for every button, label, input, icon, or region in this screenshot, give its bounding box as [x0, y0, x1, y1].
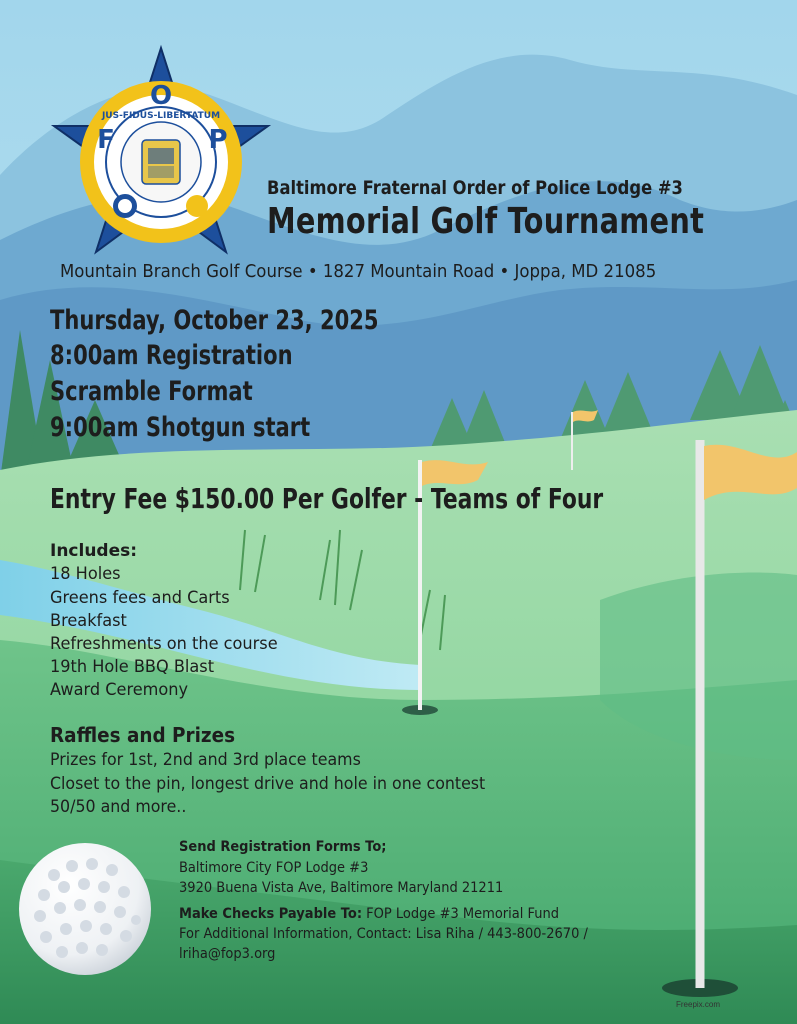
checks-payable-value: FOP Lodge #3 Memorial Fund: [366, 906, 560, 922]
fop-star-logo: [50, 44, 272, 256]
event-date: Thursday, October 23, 2025: [50, 305, 379, 336]
image-credit: Freepix.com: [676, 1000, 721, 1009]
logo-letter-o: O: [149, 81, 173, 111]
logo-letter-p: P: [208, 125, 228, 155]
prize-item: Prizes for 1st, 2nd and 3rd place teams: [50, 750, 361, 770]
venue-address: Mountain Branch Golf Course • 1827 Mountain Road • Joppa, MD 21085: [60, 261, 657, 282]
golf-ball-illustration: [14, 840, 156, 978]
organization-name: Baltimore Fraternal Order of Police Lodge #3: [267, 177, 683, 199]
includes-item: Breakfast: [50, 611, 127, 631]
logo-letter-f: F: [97, 125, 115, 155]
prize-item: 50/50 and more..: [50, 797, 187, 817]
includes-item: Award Ceremony: [50, 680, 189, 700]
logo-motto: JUS-FIDUS-LIBERTATUM: [101, 111, 221, 121]
mailing-address: 3920 Buena Vista Ave, Baltimore Maryland 21211: [179, 880, 504, 896]
includes-item: 19th Hole BBQ Blast: [50, 657, 215, 677]
raffles-heading: Raffles and Prizes: [50, 723, 236, 747]
event-format: Scramble Format: [50, 376, 253, 407]
registration-time: 8:00am Registration: [50, 340, 293, 371]
contact-email: lriha@fop3.org: [179, 946, 276, 962]
includes-heading: Includes:: [50, 541, 138, 561]
contact-info: For Additional Information, Contact: Lisa Riha / 443-800-2670 /: [179, 926, 588, 942]
checks-payable-line: [179, 906, 559, 922]
checks-payable-label: Make Checks Payable To:: [179, 906, 363, 922]
event-title: Memorial Golf Tournament: [267, 201, 705, 242]
includes-item: Greens fees and Carts: [50, 588, 230, 608]
includes-item: Refreshments on the course: [50, 634, 278, 654]
recipient-name: Baltimore City FOP Lodge #3: [179, 860, 369, 876]
prize-item: Closet to the pin, longest drive and hole in one contest: [50, 774, 486, 794]
send-forms-label: Send Registration Forms To;: [179, 839, 387, 855]
entry-fee: Entry Fee $150.00 Per Golfer - Teams of Four: [50, 482, 604, 515]
shotgun-start-time: 9:00am Shotgun start: [50, 412, 311, 443]
includes-item: 18 Holes: [50, 564, 121, 584]
